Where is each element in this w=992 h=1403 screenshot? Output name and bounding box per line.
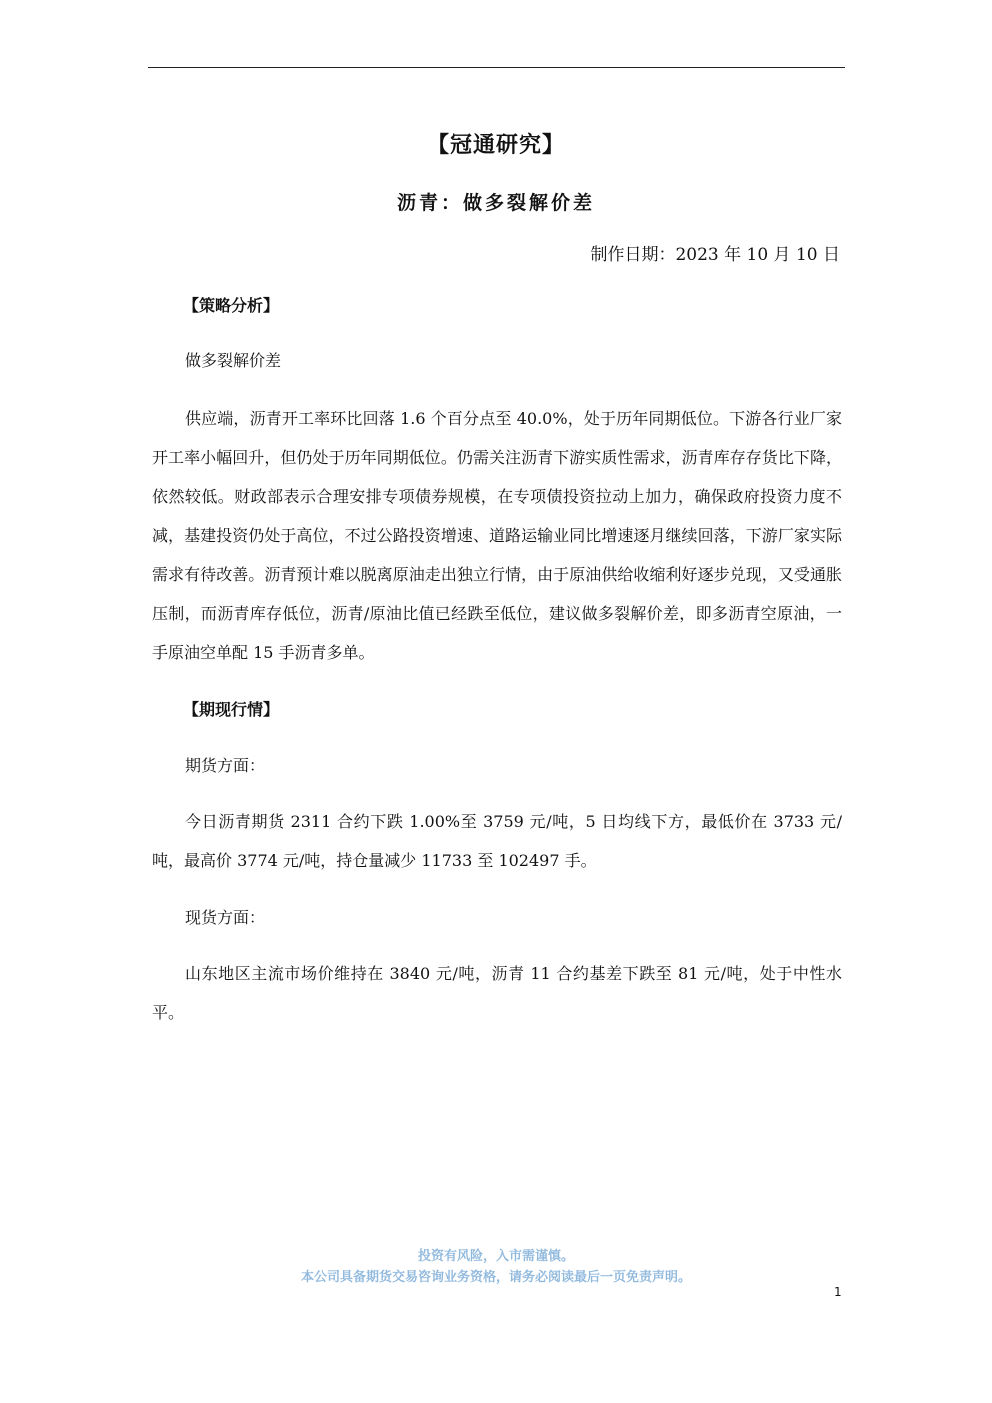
futures-body: 今日沥青期货 2311 合约下跌 1.00%至 3759 元/吨，5 日均线下方，最低价在 3733 元/吨，最高价 3774 元/吨，持仓量减少 11733 至 102497 手。 (152, 812, 842, 870)
org-title: 【冠通研究】 (426, 132, 565, 158)
section-heading-strategy: 【策略分析】 (183, 296, 280, 315)
document-title: 沥青：做多裂解价差 (396, 192, 595, 214)
spot-label: 现货方面： (185, 908, 266, 927)
spot-body: 山东地区主流市场价维持在 3840 元/吨，沥青 11 合约基差下跌至 81 元/吨，处于中性水平。 (152, 964, 842, 1022)
strategy-body: 供应端，沥青开工率环比回落 1.6 个百分点至 40.0%，处于历年同期低位。下游各行业厂家开工率小幅回升，但仍处于历年同期低位。仍需关注沥青下游实质性需求，沥青库存存货比下降，依然较低。财政部表示合理安排专项债券规模，在专项债投资拉动上加力，确保政府投资力度不减，基建投资仍处于高位，不过公路投资增速、道路运输业同比增速逐月继续回落，下游厂家实际需求有待改善。沥青预计难以脱离原油走出独立行情，由于原油供给收缩利好逐步兑现，又受通胀压制，而沥青库存低位，沥青/原油比值已经跌至低位，建议做多裂解价差，即多沥青空原油，一手原油空单配 15 手沥青多单。 (152, 409, 842, 662)
page-number: 1 (834, 1285, 842, 1299)
section-heading-market: 【期现行情】 (183, 700, 280, 719)
header-rule (148, 67, 845, 68)
risk-notice: 投资有风险，入市需谨慎。 (417, 1249, 574, 1264)
date-line: 制作日期：2023 年 10 月 10 日 (590, 245, 840, 265)
futures-label: 期货方面： (185, 756, 266, 775)
strategy-summary: 做多裂解价差 (185, 351, 282, 370)
qualification-notice: 本公司具备期货交易咨询业务资格，请务必阅读最后一页免责声明。 (300, 1270, 691, 1285)
